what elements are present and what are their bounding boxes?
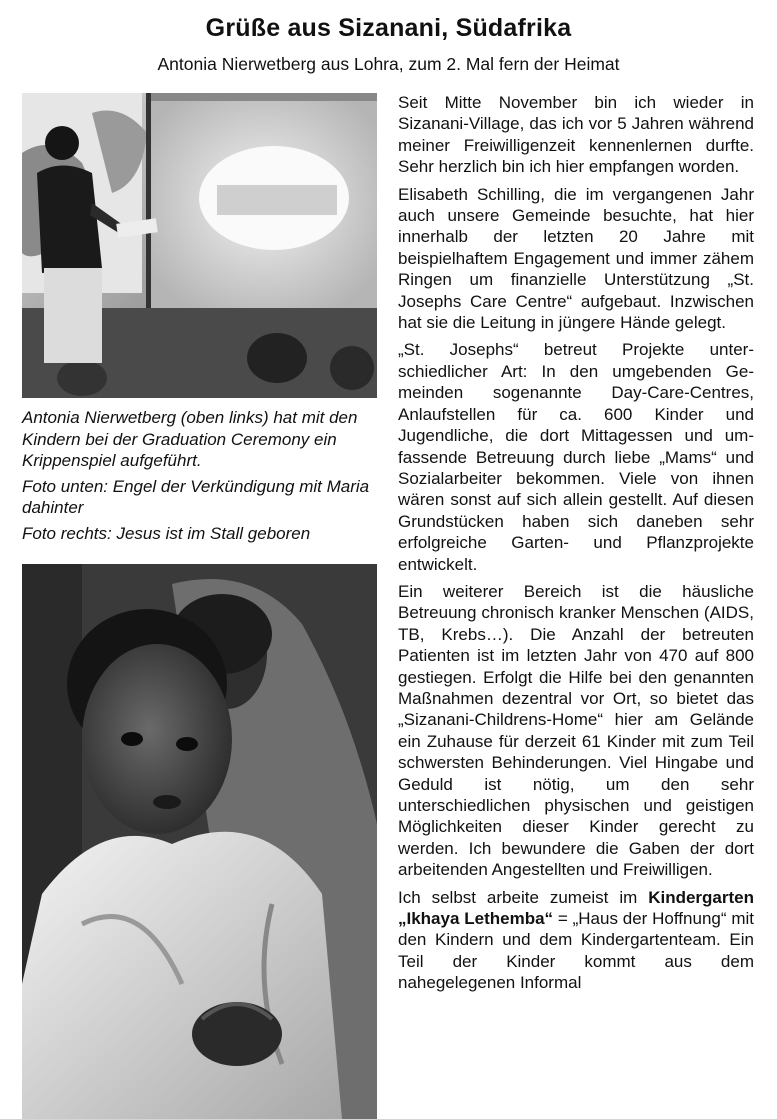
body-paragraph: „St. Josephs“ betreut Projekte unterschiedlicher Art: In den umgebenden Gemeinden sogenannte Day-Care-Centres, Anlaufstellen für ca. 600 Kinder und Jugendliche, die dort Mittagessen und umfassende Betreuung durch liebe „Mams“ und Sozialarbeiter bekommen. Viele von ihnen wären sonst auf sich allein gestellt. Auf diesen Grundstücken haben sich daneben sehr erfolgreiche Garten- und Pflanzprojekte entwickelt. [398,340,754,574]
photo-children-icon [22,564,377,1119]
article-subtitle: Antonia Nierwetberg aus Lohra, zum 2. Mal fern der Heimat [157,54,620,74]
body-paragraph: Ein weiterer Bereich ist die häusliche Betreuung chronisch kranker Menschen (AIDS, TB, Krebs…). Die Anzahl der betreuten Patienten ist im letzten Jahr von 470 auf 800 gestiegen. Erfolgt die Hilfe bei den genannten Maßnahmen dezentral vor Ort, so bietet das „Sizanani-Childrens-Home“ hier am Gelände ein Zuhause für derzeit 61 Kinder mit zum Teil schwersten Behinderungen. Viel Hingabe und Geduld ist nötig, um den sehr unterschiedlichen physischen und geistigen Möglichkeiten dieser Kinder gerecht zu werden. Ich bewundere die Gaben der dort arbeitenden Angestellten und Freiwilligen. [398,581,754,880]
photo-children [22,564,377,1119]
body-paragraph-last [398,887,754,994]
kindergarten-name: Kindergarten „Ikhaya Lethemba“ [398,887,754,929]
caption-line: Antonia Nierwetberg (oben links) hat mit den Kindern bei der Graduation Ceremony ein Krippenspiel aufgeführt. [22,408,358,470]
caption-line: Foto unten: Engel der Verkündigung mit Maria dahinter [22,476,370,517]
article-body [398,92,754,1000]
caption-line: Foto rechts: Jesus ist im Stall geboren [22,523,311,543]
photo-caption [22,407,382,548]
body-paragraph: Elisabeth Schilling, die im vergangenen Jahr auch unsere Gemeinde besuchte, hat hier innerhalb der letzten 20 Jahre mit beispielhaftem Engagement und immer zähem Ringen um finanzielle Unterstützung „St. Josephs Care Centre“ aufgebaut. Inzwischen hat sie die Leitung in jüngere Hände gelegt. [398,184,754,333]
body-paragraph: Seit Mitte November bin ich wieder in Sizanani-Village, das ich vor 5 Jahren während meiner Freiwilligenzeit kennenlernen durfte. Sehr herzlich bin ich hier empfangen worden. [398,93,754,177]
article-title: Grüße aus Sizanani, Südafrika [205,14,572,42]
body-text: Ich selbst arbeite zumeist im [398,887,649,907]
photo-presentation-icon [22,93,377,398]
body-text: = „Haus der Hoffnung“ mit den Kindern und dem Kindergartenteam. Ein Teil der Kinder kommt aus dem nahegelegenen Informal [398,909,754,993]
photo-presentation [22,93,377,398]
